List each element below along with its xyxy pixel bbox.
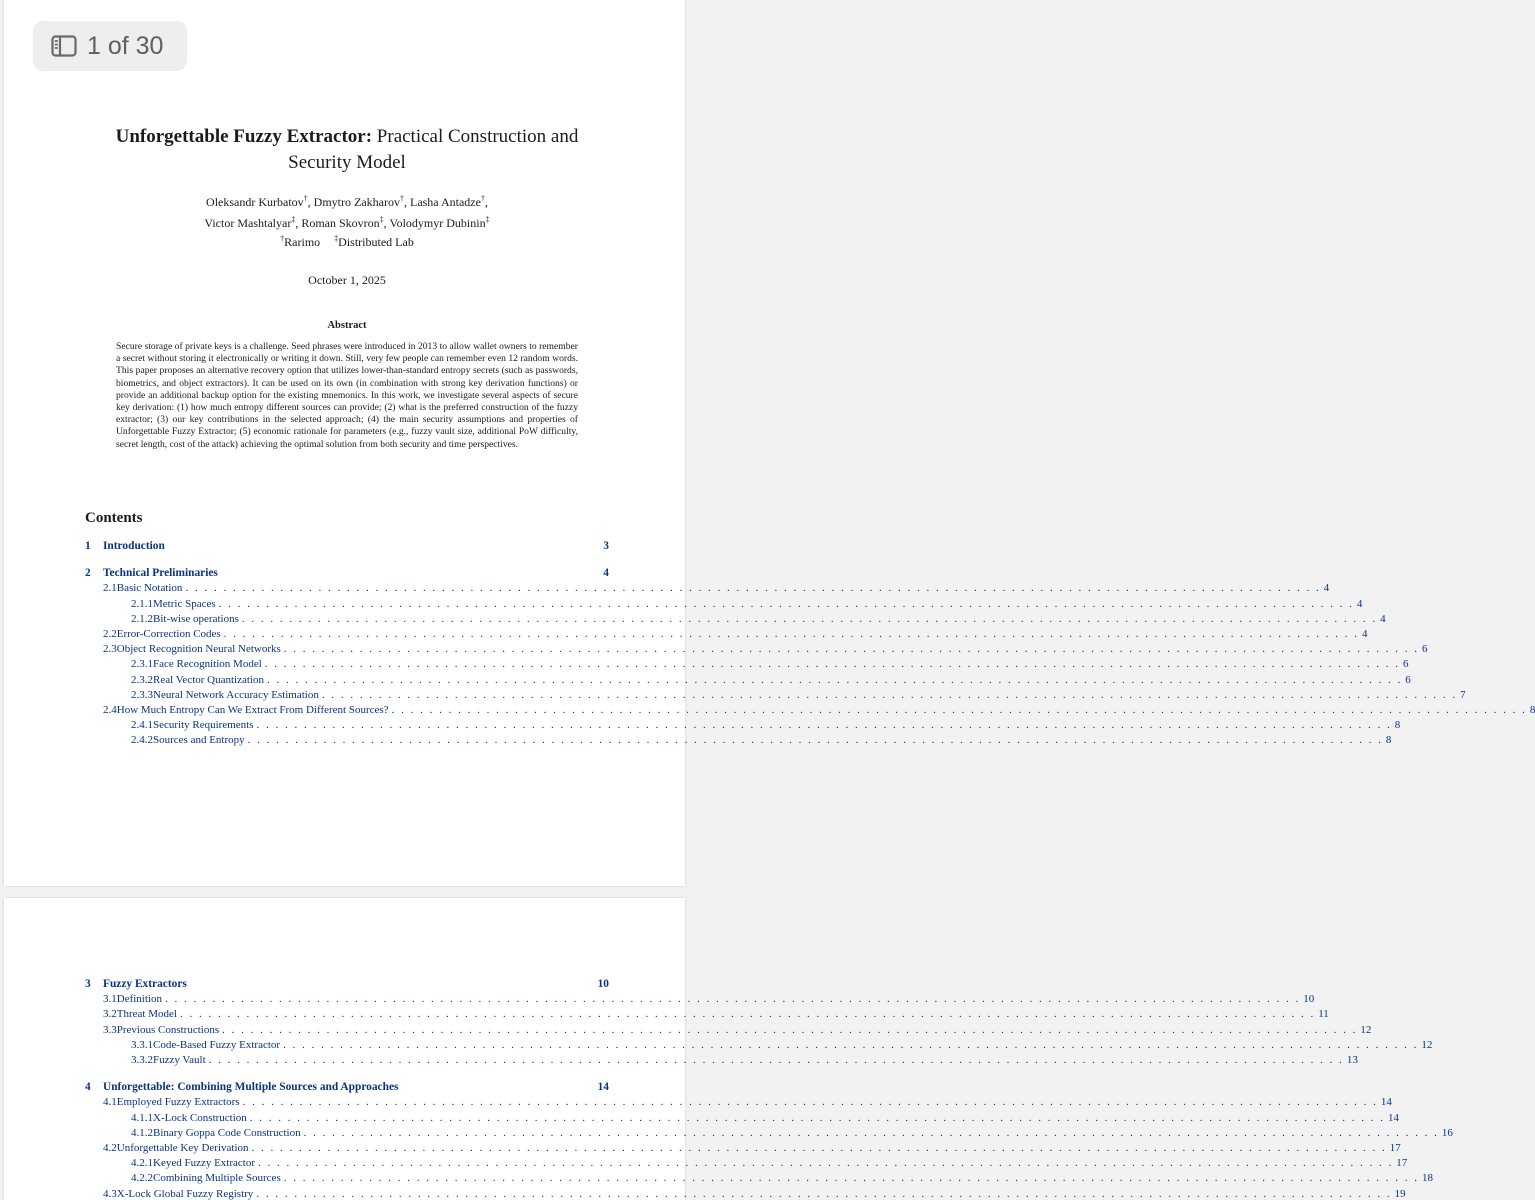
toc-page: 14 — [1380, 1096, 1392, 1109]
toc-entry[interactable] — [85, 540, 609, 552]
toc-leader: . . . . . . . . . . . . . . . . . . . . . . . . . . . . . . . . . . . . . . . . . . . . . . . . . . . . . . . . . . . . . . . . . . . . . . . . . . . . . . . . . . . . . . . . . . . . . . . . . . . . . . . . . . . . . . . . . . . . . . . . — [256, 719, 1392, 732]
toc-label: Combining Multiple Sources — [153, 1172, 281, 1185]
toc-leader: . . . . . . . . . . . . . . . . . . . . . . . . . . . . . . . . . . . . . . . . . . . . . . . . . . . . . . . . . . . . . . . . . . . . . . . . . . . . . . . . . . . . . . . . . . . . . . . . . . . . . . . . . . . . . . . . . . . . . . . . — [264, 658, 1401, 671]
toc-page: 4 — [603, 567, 609, 580]
affiliation-mark: † — [303, 194, 308, 203]
toc-leader: . . . . . . . . . . . . . . . . . . . . . . . . . . . . . . . . . . . . . . . . . . . . . . . . . . . . . . . . . . . . . . . . . . . . . . . . . . . . . . . . . . . . . . . . . . . . . . . . . . . . . . . . . . . . . . . . . . . . . . . . — [241, 612, 1378, 625]
affiliation-mark: † — [480, 194, 485, 203]
toc-label: Face Recognition Model — [153, 658, 262, 671]
affiliation-mark: † — [280, 234, 285, 243]
toc-leader: . . . . . . . . . . . . . . . . . . . . . . . . . . . . . . . . . . . . . . . . . . . . . . . . . . . . . . . . . . . . . . . . . . . . . . . . . . . . . . . . . . . . . . . . . . . . . . . . . . . . . . . . . . . . . . . . . . . . . . . . — [258, 1157, 1394, 1170]
toc-entry[interactable] — [131, 1038, 1433, 1051]
affiliation-mark: ‡ — [485, 215, 490, 224]
toc-entry[interactable] — [103, 1142, 1401, 1154]
author-name: Victor Mashtalyar — [204, 216, 292, 230]
authors — [0, 190, 694, 232]
toc-page: 6 — [1403, 658, 1409, 671]
toc-number: 4.2.1 — [131, 1157, 153, 1170]
sidebar-icon — [51, 35, 77, 57]
toc-page: 14 — [1388, 1111, 1400, 1124]
toc-page: 19 — [1394, 1187, 1406, 1200]
toc-label: Bit-wise operations — [153, 612, 239, 625]
toc-leader: . . . . . . . . . . . . . . . . . . . . . . . . . . . . . . . . . . . . . . . . . . . . . . . . . . . . . . . . . . . . . . . . . . . . . . . . . . . . . . . . . . . . . . . . . . . . . . . . . . . . . . . . . . . . . . . . . . . . . . . . — [242, 1096, 1378, 1109]
toc-page: 7 — [1460, 688, 1466, 701]
toc-page: 18 — [1421, 1172, 1433, 1185]
toc-number: 3.1 — [103, 993, 117, 1006]
toc-leader: . . . . . . . . . . . . . . . . . . . . . . . . . . . . . . . . . . . . . . . . . . . . . . . . . . . . . . . . . . . . . . . . . . . . . . . . . . . . . . . . . . . . . . . . . . . . . . . . . . . . . . . . . . . . . . . . . . . . . . . . — [164, 993, 1301, 1006]
toc-label: Object Recognition Neural Networks — [116, 643, 281, 656]
toc-number: 4 — [85, 1081, 91, 1094]
toc-entry[interactable] — [131, 673, 1411, 686]
toc-label: Definition — [116, 993, 162, 1006]
affiliation-mark: ‡ — [291, 215, 296, 224]
toc-number: 2.3.2 — [131, 673, 153, 686]
toc-number: 2.1 — [103, 582, 117, 595]
page-indicator[interactable] — [33, 21, 187, 71]
toc-entry[interactable] — [131, 612, 1386, 625]
toc-number: 3.3.1 — [131, 1038, 153, 1051]
affiliation-mark: ‡ — [379, 215, 384, 224]
toc-page: 8 — [1385, 734, 1392, 747]
toc-leader: . . . . . . . . . . . . . . . . . . . . . . . . . . . . . . . . . . . . . . . . . . . . . . . . . . . . . . . . . . . . . . . . . . . . . . . . . . . . . . . . . . . . . . . . . . . . . . . . . . . . . . . . . . . . . . . . . . . . . . . . — [247, 734, 1383, 747]
author-name: Roman Skovron — [301, 216, 380, 230]
abstract-text: Secure storage of private keys is a challenge. Seed phrases were introduced in 2013 to allow wallet owners to remember a secret without storing it electronically or writing it down. Still, very few people can remember even 12 random words. This paper proposes an alternative recovery option that utilizes lower-than-standard entropy secrets (such as passwords, biometrics, and object extractors). It can be used on its own (in combination with strong key derivation functions) or provide an additional backup option for the existing mnemonics. In this work, we investigate several aspects of secure key derivation: (1) how much entropy different sources can provide; (2) what is the preferred construction of the fuzzy extractor; (3) our key contributions in the selected approach; (4) the main security assumptions and properties of Unforgettable Fuzzy Extractor; (5) economic rationale for parameters (e.g., fuzzy vault size, additional PoW difficulty, secret length, cost of the attack) achieving the optimal solution from both security and time perspectives. — [116, 341, 578, 450]
toc-entry[interactable] — [131, 597, 1363, 610]
toc-entry[interactable] — [103, 1023, 1372, 1036]
toc-number: 4.2.2 — [131, 1172, 153, 1185]
toc-entry[interactable] — [131, 719, 1401, 732]
toc-label: Unforgettable: Combining Multiple Sources and Approaches — [103, 1081, 399, 1094]
paper-title — [0, 124, 694, 176]
toc-number: 2.4.1 — [131, 719, 153, 732]
toc-label: Binary Goppa Code Construction — [153, 1126, 301, 1139]
toc-number: 4.1.2 — [131, 1126, 153, 1139]
toc-number: 2.3.1 — [131, 658, 153, 671]
toc-entry[interactable] — [131, 734, 1392, 747]
toc-number: 2.1.2 — [131, 612, 153, 625]
toc-page: 16 — [1441, 1126, 1453, 1139]
toc-label: X-Lock Global Fuzzy Registry — [116, 1187, 254, 1200]
toc-label: Basic Notation — [116, 582, 183, 595]
toc-leader: . . . . . . . . . . . . . . . . . . . . . . . . . . . . . . . . . . . . . . . . . . . . . . . . . . . . . . . . . . . . . . . . . . . . . . . . . . . . . . . . . . . . . . . . . . . . . . . . . . . . . . . . . . . . . . . . . . . . . . . . — [256, 1187, 1392, 1200]
toc-page: 4 — [1323, 582, 1330, 595]
toc-label: Fuzzy Extractors — [103, 978, 187, 990]
toc-number: 4.2 — [103, 1142, 117, 1154]
toc-leader: . . . . . . . . . . . . . . . . . . . . . . . . . . . . . . . . . . . . . . . . . . . . . . . . . . . . . . . . . . . . . . . . . . . . . . . . . . . . . . . . . . . . . . . . . . . . . . . . . . . . . . . . . . . . . . . . . . . . . . . . — [179, 1008, 1316, 1021]
toc-entry[interactable] — [131, 1157, 1408, 1170]
toc-number: 2.4.2 — [131, 734, 153, 747]
toc-leader: . . . . . . . . . . . . . . . . . . . . . . . . . . . . . . . . . . . . . . . . . . . . . . . . . . . . . . . . . . . . . . . . . . . . . . . . . . . . . . . . . . . . . . . . . . . . . . . . . . . . . . . . . . . . . . . . . . . . . . . . — [321, 688, 1458, 701]
affiliation-name: Rarimo — [284, 235, 321, 249]
toc-number: 3.2 — [103, 1008, 117, 1021]
toc-page: 6 — [1405, 673, 1411, 686]
toc-label: Keyed Fuzzy Extractor — [153, 1157, 256, 1170]
toc-leader: . . . . . . . . . . . . . . . . . . . . . . . . . . . . . . . . . . . . . . . . . . . . . . . . . . . . . . . . . . . . . . . . . . . . . . . . . . . . . . . . . . . . . . . . . . . . . . . . . . . . . . . . . . . . . . . . . . . . . . . . — [303, 1126, 1439, 1139]
toc-page: 11 — [1318, 1008, 1329, 1021]
toc-label: Security Requirements — [153, 719, 254, 732]
toc-number: 2.1.1 — [131, 597, 153, 610]
affiliation-mark: † — [399, 194, 404, 203]
toc-entry[interactable] — [131, 1054, 1358, 1066]
toc-entry[interactable] — [131, 1126, 1453, 1139]
toc-label: Neural Network Accuracy Estimation — [153, 688, 319, 701]
authors-line1: Oleksandr Kurbatov†, Dmytro Zakharov†, Lasha Antadze†, — [206, 194, 488, 209]
title-bold: Unforgettable Fuzzy Extractor: — [115, 126, 373, 147]
toc-label: Unforgettable Key Derivation — [116, 1142, 249, 1154]
affiliations — [0, 234, 694, 250]
toc-entry[interactable] — [85, 567, 609, 579]
toc-label: Code-Based Fuzzy Extractor — [153, 1038, 281, 1051]
toc-label: Sources and Entropy — [153, 734, 245, 747]
toc-number: 3 — [85, 978, 91, 990]
toc-number: 4.1.1 — [131, 1111, 153, 1124]
toc-page: 10 — [1303, 993, 1315, 1006]
toc-page: 12 — [1360, 1023, 1372, 1036]
toc-page: 17 — [1396, 1157, 1408, 1170]
toc-leader: . . . . . . . . . . . . . . . . . . . . . . . . . . . . . . . . . . . . . . . . . . . . . . . . . . . . . . . . . . . . . . . . . . . . . . . . . . . . . . . . . . . . . . . . . . . . . . . . . . . . . . . . . . . . . . . . . . . . . . . . — [185, 582, 1321, 595]
abstract-heading: Abstract — [327, 320, 367, 331]
toc-label: Error-Correction Codes — [116, 628, 221, 640]
toc-leader: . . . . . . . . . . . . . . . . . . . . . . . . . . . . . . . . . . . . . . . . . . . . . . . . . . . . . . . . . . . . . . . . . . . . . . . . . . . . . . . . . . . . . . . . . . . . . . . . . . . . . . . . . . . . . . . . . . . . . . . . — [391, 704, 1527, 716]
toc-page: 10 — [597, 978, 609, 990]
toc-leader: . . . . . . . . . . . . . . . . . . . . . . . . . . . . . . . . . . . . . . . . . . . . . . . . . . . . . . . . . . . . . . . . . . . . . . . . . . . . . . . . . . . . . . . . . . . . . . . . . . . . . . . . . . . . . . . . . . . . . . . . — [283, 1172, 1419, 1185]
toc-entry[interactable] — [103, 1187, 1406, 1200]
toc-leader: . . . . . . . . . . . . . . . . . . . . . . . . . . . . . . . . . . . . . . . . . . . . . . . . . . . . . . . . . . . . . . . . . . . . . . . . . . . . . . . . . . . . . . . . . . . . . . . . . . . . . . . . . . . . . . . . . . . . . . . . — [249, 1111, 1386, 1124]
toc-page: 17 — [1389, 1142, 1401, 1154]
toc-label: Fuzzy Vault — [153, 1054, 206, 1066]
toc-label: Previous Constructions — [116, 1023, 220, 1036]
toc-leader: . . . . . . . . . . . . . . . . . . . . . . . . . . . . . . . . . . . . . . . . . . . . . . . . . . . . . . . . . . . . . . . . . . . . . . . . . . . . . . . . . . . . . . . . . . . . . . . . . . . . . . . . . . . . . . . . . . . . . . . . — [283, 1038, 1419, 1051]
toc-label: X-Lock Construction — [153, 1111, 247, 1124]
toc-leader: . . . . . . . . . . . . . . . . . . . . . . . . . . . . . . . . . . . . . . . . . . . . . . . . . . . . . . . . . . . . . . . . . . . . . . . . . . . . . . . . . . . . . . . . . . . . . . . . . . . . . . . . . . . . . . . . . . . . . . . . — [223, 628, 1359, 640]
title-line2: Security Model — [288, 152, 406, 173]
author-name: Dmytro Zakharov — [313, 195, 400, 209]
toc-leader: . . . . . . . . . . . . . . . . . . . . . . . . . . . . . . . . . . . . . . . . . . . . . . . . . . . . . . . . . . . . . . . . . . . . . . . . . . . . . . . . . . . . . . . . . . . . . . . . . . . . . . . . . . . . . . . . . . . . . . . . — [251, 1142, 1387, 1154]
toc-entry[interactable] — [103, 582, 1330, 595]
toc-label: Metric Spaces — [153, 597, 216, 610]
toc-page: 8 — [1394, 719, 1401, 732]
toc-number: 3.3.2 — [131, 1054, 153, 1066]
toc-label: How Much Entropy Can We Extract From Different Sources? — [116, 704, 389, 716]
toc-entry[interactable] — [85, 978, 609, 990]
toc-number: 4.1 — [103, 1096, 117, 1109]
toc-page: 3 — [603, 540, 609, 552]
toc-entry[interactable] — [131, 1111, 1400, 1124]
toc-number: 4.3 — [103, 1187, 117, 1200]
toc-leader: . . . . . . . . . . . . . . . . . . . . . . . . . . . . . . . . . . . . . . . . . . . . . . . . . . . . . . . . . . . . . . . . . . . . . . . . . . . . . . . . . . . . . . . . . . . . . . . . . . . . . . . . . . . . . . . . . . . . . . . . — [218, 597, 1354, 610]
toc-number: 2 — [85, 567, 91, 580]
toc-leader: . . . . . . . . . . . . . . . . . . . . . . . . . . . . . . . . . . . . . . . . . . . . . . . . . . . . . . . . . . . . . . . . . . . . . . . . . . . . . . . . . . . . . . . . . . . . . . . . . . . . . . . . . . . . . . . . . . . . . . . . — [208, 1054, 1344, 1066]
toc-entry[interactable] — [131, 658, 1409, 671]
toc-page: 4 — [1356, 597, 1363, 610]
authors-line2: Victor Mashtalyar‡, Roman Skovron‡, Volodymyr Dubinin‡ — [204, 215, 490, 230]
toc-number: 2.3.3 — [131, 688, 153, 701]
toc-number: 2.2 — [103, 628, 117, 640]
toc-entry[interactable] — [103, 704, 1535, 716]
contents-heading: Contents — [85, 510, 143, 526]
toc-entry[interactable] — [103, 1008, 1329, 1021]
affiliation-name: Distributed Lab — [338, 235, 414, 249]
toc-page: 8 — [1529, 704, 1535, 716]
toc-page: 13 — [1346, 1054, 1358, 1066]
toc-page: 6 — [1422, 643, 1428, 656]
toc-label: Threat Model — [116, 1008, 177, 1021]
toc-label: Employed Fuzzy Extractors — [116, 1096, 240, 1109]
author-name: Lasha Antadze — [409, 195, 481, 209]
toc-page: 14 — [597, 1081, 609, 1094]
toc-leader: . . . . . . . . . . . . . . . . . . . . . . . . . . . . . . . . . . . . . . . . . . . . . . . . . . . . . . . . . . . . . . . . . . . . . . . . . . . . . . . . . . . . . . . . . . . . . . . . . . . . . . . . . . . . . . . . . . . . . . . . — [222, 1023, 1358, 1036]
toc-label: Technical Preliminaries — [103, 567, 218, 580]
toc-number: 2.3 — [103, 643, 117, 656]
toc-number: 1 — [85, 540, 91, 552]
toc-number: 2.4 — [103, 704, 117, 716]
toc-entry[interactable] — [103, 1096, 1392, 1109]
title-rest: Practical Construction and — [376, 126, 579, 147]
toc-page: 4 — [1361, 628, 1368, 640]
toc-entry[interactable] — [103, 643, 1428, 656]
toc-leader: . . . . . . . . . . . . . . . . . . . . . . . . . . . . . . . . . . . . . . . . . . . . . . . . . . . . . . . . . . . . . . . . . . . . . . . . . . . . . . . . . . . . . . . . . . . . . . . . . . . . . . . . . . . . . . . . . . . . . . . . — [283, 643, 1420, 656]
affiliation-mark: ‡ — [334, 234, 339, 243]
toc-page: 12 — [1421, 1038, 1433, 1051]
toc-label: Introduction — [103, 540, 165, 552]
toc-number: 3.3 — [103, 1023, 117, 1036]
toc-label: Real Vector Quantization — [153, 673, 264, 686]
toc-entry[interactable] — [131, 1172, 1433, 1185]
toc-entry[interactable] — [103, 628, 1368, 640]
page-indicator-text: 1 of 30 — [87, 31, 164, 60]
toc-entry[interactable] — [85, 1081, 609, 1093]
toc-entry[interactable] — [131, 688, 1466, 701]
paper-date: October 1, 2025 — [308, 273, 386, 287]
toc-page: 4 — [1380, 612, 1386, 625]
toc-entry[interactable] — [103, 993, 1315, 1006]
author-name: Oleksandr Kurbatov — [206, 195, 304, 209]
author-name: Volodymyr Dubinin — [389, 216, 486, 230]
toc-leader: . . . . . . . . . . . . . . . . . . . . . . . . . . . . . . . . . . . . . . . . . . . . . . . . . . . . . . . . . . . . . . . . . . . . . . . . . . . . . . . . . . . . . . . . . . . . . . . . . . . . . . . . . . . . . . . . . . . . . . . . — [266, 673, 1403, 686]
